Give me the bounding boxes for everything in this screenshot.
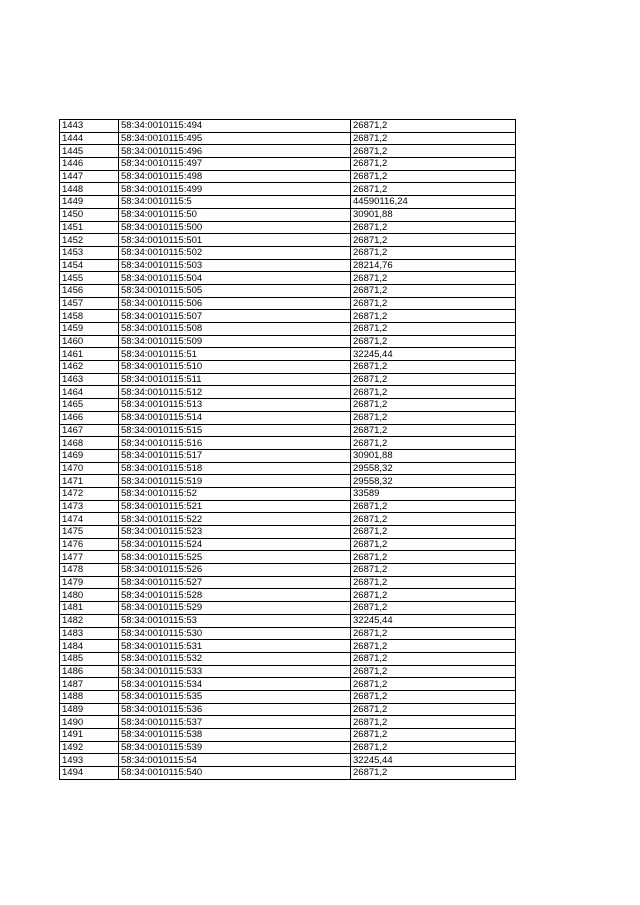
value-cell: 26871,2 [351,678,516,691]
table-row [60,741,516,754]
cadastral-number-cell: 58:34:0010115:54 [119,754,351,767]
row-number-cell: 1479 [60,576,119,589]
row-number-cell: 1472 [60,487,119,500]
cadastral-number-cell: 58:34:0010115:506 [119,297,351,310]
value-cell: 26871,2 [351,741,516,754]
cadastral-number-cell: 58:34:0010115:526 [119,564,351,577]
table-row [60,551,516,564]
cadastral-number-cell: 58:34:0010115:518 [119,462,351,475]
row-number-cell: 1481 [60,602,119,615]
cadastral-number-cell: 58:34:0010115:503 [119,259,351,272]
table-row [60,602,516,615]
value-cell: 26871,2 [351,513,516,526]
table-row [60,462,516,475]
table-row [60,386,516,399]
row-number-cell: 1478 [60,564,119,577]
row-number-cell: 1465 [60,399,119,412]
cadastral-number-cell: 58:34:0010115:525 [119,551,351,564]
value-cell: 26871,2 [351,221,516,234]
table-row [60,373,516,386]
row-number-cell: 1489 [60,703,119,716]
cadastral-number-cell: 58:34:0010115:514 [119,411,351,424]
table-row [60,170,516,183]
row-number-cell: 1443 [60,120,119,133]
cadastral-number-cell: 58:34:0010115:528 [119,589,351,602]
table-row [60,234,516,247]
row-number-cell: 1459 [60,323,119,336]
value-cell: 26871,2 [351,640,516,653]
row-number-cell: 1477 [60,551,119,564]
row-number-cell: 1488 [60,690,119,703]
row-number-cell: 1446 [60,158,119,171]
table-row [60,614,516,627]
cadastral-number-cell: 58:34:0010115:512 [119,386,351,399]
value-cell: 26871,2 [351,589,516,602]
table-row [60,310,516,323]
value-cell: 26871,2 [351,335,516,348]
cadastral-number-cell: 58:34:0010115:52 [119,487,351,500]
cadastral-number-cell: 58:34:0010115:501 [119,234,351,247]
value-cell: 26871,2 [351,767,516,780]
value-cell: 26871,2 [351,716,516,729]
cadastral-number-cell: 58:34:0010115:510 [119,361,351,374]
value-cell: 26871,2 [351,500,516,513]
cadastral-number-cell: 58:34:0010115:498 [119,170,351,183]
row-number-cell: 1484 [60,640,119,653]
table-row [60,538,516,551]
row-number-cell: 1455 [60,272,119,285]
cadastral-number-cell: 58:34:0010115:495 [119,132,351,145]
value-cell: 26871,2 [351,145,516,158]
table-row [60,767,516,780]
table-row [60,424,516,437]
cadastral-number-cell: 58:34:0010115:515 [119,424,351,437]
cadastral-number-cell: 58:34:0010115:534 [119,678,351,691]
table-row [60,475,516,488]
row-number-cell: 1482 [60,614,119,627]
cadastral-number-cell: 58:34:0010115:508 [119,323,351,336]
table-row [60,487,516,500]
cadastral-number-cell: 58:34:0010115:5 [119,196,351,209]
value-cell: 32245,44 [351,348,516,361]
cadastral-number-cell: 58:34:0010115:517 [119,449,351,462]
row-number-cell: 1445 [60,145,119,158]
cadastral-number-cell: 58:34:0010115:519 [119,475,351,488]
row-number-cell: 1469 [60,449,119,462]
value-cell: 26871,2 [351,386,516,399]
value-cell: 26871,2 [351,310,516,323]
cadastral-number-cell: 58:34:0010115:533 [119,665,351,678]
cadastral-number-cell: 58:34:0010115:538 [119,729,351,742]
value-cell: 26871,2 [351,272,516,285]
table-row [60,564,516,577]
cadastral-number-cell: 58:34:0010115:50 [119,208,351,221]
table-row [60,665,516,678]
table-row [60,652,516,665]
table-row [60,678,516,691]
value-cell: 26871,2 [351,437,516,450]
table-row [60,259,516,272]
table-row [60,729,516,742]
table-row [60,221,516,234]
cadastral-number-cell: 58:34:0010115:499 [119,183,351,196]
cadastral-number-cell: 58:34:0010115:511 [119,373,351,386]
value-cell: 26871,2 [351,183,516,196]
value-cell: 32245,44 [351,754,516,767]
row-number-cell: 1451 [60,221,119,234]
cadastral-number-cell: 58:34:0010115:53 [119,614,351,627]
row-number-cell: 1473 [60,500,119,513]
value-cell: 26871,2 [351,627,516,640]
cadastral-number-cell: 58:34:0010115:522 [119,513,351,526]
value-cell: 28214,76 [351,259,516,272]
value-cell: 26871,2 [351,399,516,412]
value-cell: 26871,2 [351,284,516,297]
table-row [60,411,516,424]
table-row [60,208,516,221]
cadastral-number-cell: 58:34:0010115:529 [119,602,351,615]
row-number-cell: 1460 [60,335,119,348]
row-number-cell: 1483 [60,627,119,640]
row-number-cell: 1486 [60,665,119,678]
value-cell: 26871,2 [351,170,516,183]
value-cell: 26871,2 [351,424,516,437]
value-cell: 26871,2 [351,729,516,742]
table-row [60,703,516,716]
cadastral-number-cell: 58:34:0010115:535 [119,690,351,703]
value-cell: 26871,2 [351,297,516,310]
row-number-cell: 1480 [60,589,119,602]
cadastral-number-cell: 58:34:0010115:516 [119,437,351,450]
row-number-cell: 1491 [60,729,119,742]
cadastral-number-cell: 58:34:0010115:494 [119,120,351,133]
table-row [60,297,516,310]
value-cell: 26871,2 [351,120,516,133]
table-row [60,716,516,729]
cadastral-number-cell: 58:34:0010115:509 [119,335,351,348]
table-row [60,272,516,285]
table-row [60,576,516,589]
row-number-cell: 1450 [60,208,119,221]
row-number-cell: 1485 [60,652,119,665]
table-row [60,449,516,462]
table-row [60,335,516,348]
cadastral-number-cell: 58:34:0010115:513 [119,399,351,412]
value-cell: 26871,2 [351,411,516,424]
table-row [60,754,516,767]
row-number-cell: 1490 [60,716,119,729]
value-cell: 26871,2 [351,564,516,577]
row-number-cell: 1476 [60,538,119,551]
data-table [59,119,516,780]
table-row [60,196,516,209]
cadastral-number-cell: 58:34:0010115:530 [119,627,351,640]
table-body [60,120,516,780]
cadastral-number-cell: 58:34:0010115:531 [119,640,351,653]
cadastral-number-cell: 58:34:0010115:527 [119,576,351,589]
row-number-cell: 1493 [60,754,119,767]
row-number-cell: 1471 [60,475,119,488]
row-number-cell: 1464 [60,386,119,399]
value-cell: 26871,2 [351,690,516,703]
value-cell: 26871,2 [351,576,516,589]
cadastral-number-cell: 58:34:0010115:497 [119,158,351,171]
row-number-cell: 1444 [60,132,119,145]
cadastral-number-cell: 58:34:0010115:504 [119,272,351,285]
cadastral-number-cell: 58:34:0010115:496 [119,145,351,158]
value-cell: 26871,2 [351,132,516,145]
value-cell: 29558,32 [351,462,516,475]
table-row [60,513,516,526]
value-cell: 29558,32 [351,475,516,488]
row-number-cell: 1468 [60,437,119,450]
cadastral-number-cell: 58:34:0010115:532 [119,652,351,665]
table-row [60,120,516,133]
cadastral-number-cell: 58:34:0010115:51 [119,348,351,361]
table-row [60,361,516,374]
cadastral-number-cell: 58:34:0010115:521 [119,500,351,513]
table-row [60,500,516,513]
table-row [60,323,516,336]
row-number-cell: 1475 [60,526,119,539]
row-number-cell: 1453 [60,246,119,259]
row-number-cell: 1470 [60,462,119,475]
value-cell: 26871,2 [351,652,516,665]
value-cell: 26871,2 [351,234,516,247]
row-number-cell: 1494 [60,767,119,780]
value-cell: 26871,2 [351,551,516,564]
row-number-cell: 1448 [60,183,119,196]
table-row [60,145,516,158]
value-cell: 33589 [351,487,516,500]
value-cell: 30901,88 [351,449,516,462]
value-cell: 26871,2 [351,538,516,551]
table-row [60,348,516,361]
row-number-cell: 1456 [60,284,119,297]
table-row [60,399,516,412]
value-cell: 26871,2 [351,526,516,539]
row-number-cell: 1447 [60,170,119,183]
table-row [60,158,516,171]
value-cell: 26871,2 [351,665,516,678]
cadastral-number-cell: 58:34:0010115:523 [119,526,351,539]
value-cell: 26871,2 [351,703,516,716]
table-row [60,437,516,450]
row-number-cell: 1462 [60,361,119,374]
cadastral-number-cell: 58:34:0010115:507 [119,310,351,323]
value-cell: 26871,2 [351,246,516,259]
table-row [60,690,516,703]
row-number-cell: 1487 [60,678,119,691]
row-number-cell: 1466 [60,411,119,424]
cadastral-number-cell: 58:34:0010115:500 [119,221,351,234]
value-cell: 44590116,24 [351,196,516,209]
row-number-cell: 1463 [60,373,119,386]
cadastral-number-cell: 58:34:0010115:539 [119,741,351,754]
row-number-cell: 1474 [60,513,119,526]
value-cell: 32245,44 [351,614,516,627]
value-cell: 26871,2 [351,158,516,171]
row-number-cell: 1492 [60,741,119,754]
row-number-cell: 1457 [60,297,119,310]
cadastral-number-cell: 58:34:0010115:524 [119,538,351,551]
value-cell: 26871,2 [351,323,516,336]
table-row [60,132,516,145]
row-number-cell: 1467 [60,424,119,437]
table-row [60,627,516,640]
value-cell: 26871,2 [351,361,516,374]
value-cell: 30901,88 [351,208,516,221]
value-cell: 26871,2 [351,373,516,386]
row-number-cell: 1449 [60,196,119,209]
row-number-cell: 1458 [60,310,119,323]
cadastral-number-cell: 58:34:0010115:536 [119,703,351,716]
row-number-cell: 1454 [60,259,119,272]
row-number-cell: 1461 [60,348,119,361]
table-row [60,526,516,539]
table-row [60,589,516,602]
table-row [60,284,516,297]
cadastral-number-cell: 58:34:0010115:502 [119,246,351,259]
value-cell: 26871,2 [351,602,516,615]
cadastral-number-cell: 58:34:0010115:505 [119,284,351,297]
cadastral-number-cell: 58:34:0010115:540 [119,767,351,780]
row-number-cell: 1452 [60,234,119,247]
table-row [60,640,516,653]
table-row [60,246,516,259]
table-row [60,183,516,196]
cadastral-number-cell: 58:34:0010115:537 [119,716,351,729]
